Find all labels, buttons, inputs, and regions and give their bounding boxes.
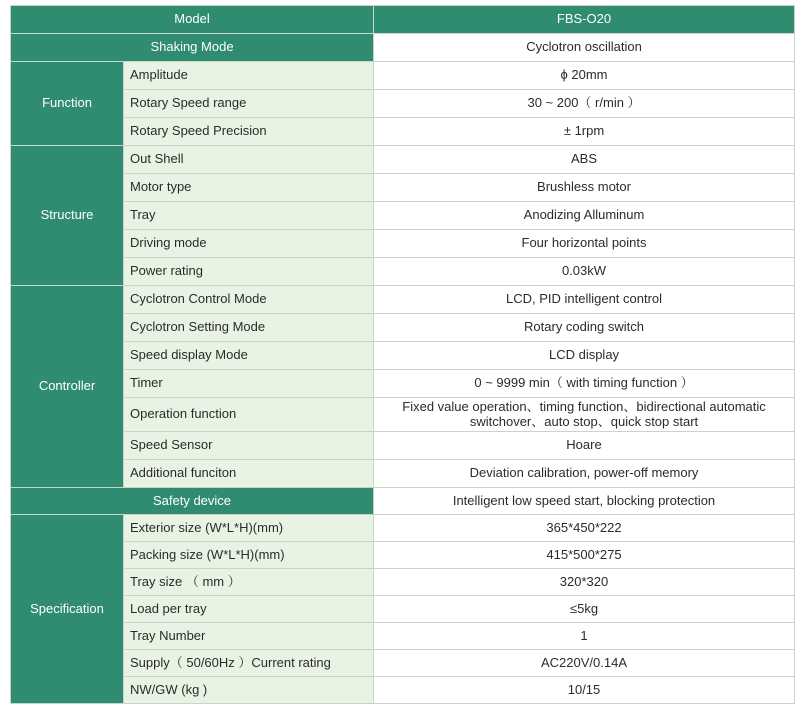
row-label: Tray size （ mm ） <box>124 569 374 596</box>
table-row <box>11 230 795 258</box>
row-value: Four horizontal points <box>374 230 795 258</box>
group-structure: Structure <box>11 146 124 286</box>
row-label: Power rating <box>124 258 374 286</box>
row-value: Rotary coding switch <box>374 314 795 342</box>
group-controller: Controller <box>11 286 124 488</box>
row-value: Hoare <box>374 432 795 460</box>
row-value: Anodizing Alluminum <box>374 202 795 230</box>
table-row <box>11 370 795 398</box>
row-value: LCD, PID intelligent control <box>374 286 795 314</box>
row-label: Out Shell <box>124 146 374 174</box>
table-row <box>11 398 795 432</box>
row-label: Supply（ 50/60Hz ）Current rating <box>124 650 374 677</box>
table-row <box>11 515 795 542</box>
safety-value: Intelligent low speed start, blocking protection <box>374 488 795 515</box>
row-label: Amplitude <box>124 62 374 90</box>
row-value: 10/15 <box>374 677 795 704</box>
row-label: Additional funciton <box>124 460 374 488</box>
row-label: Tray <box>124 202 374 230</box>
group-specification: Specification <box>11 515 124 704</box>
safety-row <box>11 488 795 515</box>
table-row <box>11 596 795 623</box>
row-label: NW/GW (kg ) <box>124 677 374 704</box>
table-row <box>11 174 795 202</box>
row-label: Packing size (W*L*H)(mm) <box>124 542 374 569</box>
table-row <box>11 62 795 90</box>
row-value: 365*450*222 <box>374 515 795 542</box>
row-value: Fixed value operation、timing function、bidirectional automatic switchover、auto stop、quick stop start <box>374 398 795 432</box>
row-value: 415*500*275 <box>374 542 795 569</box>
table-row <box>11 286 795 314</box>
row-value: ϕ 20mm <box>374 62 795 90</box>
row-value: ≤5kg <box>374 596 795 623</box>
shaking-mode-label: Shaking Mode <box>11 34 374 62</box>
group-function: Function <box>11 62 124 146</box>
row-label: Load per tray <box>124 596 374 623</box>
safety-label: Safety device <box>11 488 374 515</box>
row-label: Cyclotron Setting Mode <box>124 314 374 342</box>
row-value: ± 1rpm <box>374 118 795 146</box>
row-value: LCD display <box>374 342 795 370</box>
shaking-mode-value: Cyclotron oscillation <box>374 34 795 62</box>
table-row <box>11 118 795 146</box>
row-label: Rotary Speed range <box>124 90 374 118</box>
row-value: ABS <box>374 146 795 174</box>
table-row <box>11 677 795 704</box>
table-row <box>11 202 795 230</box>
row-label: Operation function <box>124 398 374 432</box>
row-label: Driving mode <box>124 230 374 258</box>
row-value: AC220V/0.14A <box>374 650 795 677</box>
row-value: 0 ~ 9999 min（ with timing function ） <box>374 370 795 398</box>
shaking-mode-row <box>11 34 795 62</box>
row-label: Tray Number <box>124 623 374 650</box>
table-row <box>11 314 795 342</box>
row-label: Speed display Mode <box>124 342 374 370</box>
table-row <box>11 460 795 488</box>
row-value: Deviation calibration, power-off memory <box>374 460 795 488</box>
table-row <box>11 432 795 460</box>
header-row <box>11 6 795 34</box>
row-label: Timer <box>124 370 374 398</box>
table-row <box>11 623 795 650</box>
model-value: FBS-O20 <box>374 6 795 34</box>
row-value: 320*320 <box>374 569 795 596</box>
row-label: Speed Sensor <box>124 432 374 460</box>
row-value: Brushless motor <box>374 174 795 202</box>
row-value: 0.03kW <box>374 258 795 286</box>
table-row <box>11 542 795 569</box>
row-label: Exterior size (W*L*H)(mm) <box>124 515 374 542</box>
row-label: Motor type <box>124 174 374 202</box>
table-row <box>11 258 795 286</box>
table-row <box>11 146 795 174</box>
row-label: Cyclotron Control Mode <box>124 286 374 314</box>
table-row <box>11 90 795 118</box>
spec-table <box>10 5 795 704</box>
row-label: Rotary Speed Precision <box>124 118 374 146</box>
table-row <box>11 650 795 677</box>
row-value: 30 ~ 200（ r/min ） <box>374 90 795 118</box>
model-label: Model <box>11 6 374 34</box>
table-row <box>11 569 795 596</box>
row-value: 1 <box>374 623 795 650</box>
table-row <box>11 342 795 370</box>
